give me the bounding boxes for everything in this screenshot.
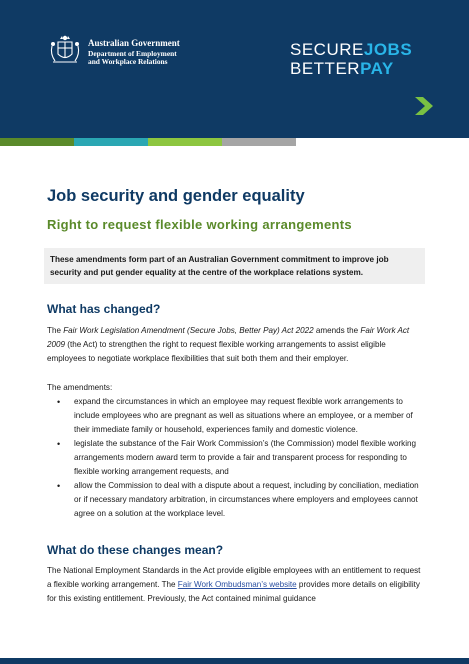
stripe-green <box>0 138 74 146</box>
paragraph-act-amendment <box>47 324 427 366</box>
stripe-lime <box>148 138 222 146</box>
amendments-intro: The amendments: <box>47 383 113 392</box>
p2-text-2: provides more details on eligibility for this existing entitlement. Previously, the Act contained minimal guidance <box>47 580 420 603</box>
p1-text-3: (the Act) to strengthen the right to request flexible working arrangements to assist eligible employees to negotiate workplace flexibilities that suit both them and their employer. <box>47 340 386 363</box>
fwa-title-italic: Fair Work Act 2009 <box>47 326 410 349</box>
page-subtitle: Right to request flexible working arrangements <box>47 217 352 232</box>
brand-secure: SECURE <box>290 40 364 59</box>
gov-line-3: and Workplace Relations <box>88 57 168 67</box>
p1-text-2: amends the <box>313 326 361 335</box>
act-title-italic: Fair Work Legislation Amendment (Secure Jobs, Better Pay) Act 2022 <box>63 326 314 335</box>
stripe-grey <box>222 138 296 146</box>
p2-text-1: The National Employment Standards in the Act provide eligible employees with an entitlement to request a flexible working arrangement. The <box>47 566 421 589</box>
stripe-teal <box>74 138 148 146</box>
section-heading-what-do-changes-mean: What do these changes mean? <box>47 543 224 557</box>
fair-work-ombudsman-link[interactable]: Fair Work Ombudsman’s website <box>177 580 297 589</box>
gov-line-2: Department of Employment <box>88 48 177 58</box>
paragraph-nes-entitlement <box>47 564 427 606</box>
brand-jobs: JOBS <box>363 40 413 59</box>
gov-line-1: Australian Government <box>88 38 180 48</box>
header-banner <box>0 0 469 138</box>
color-stripe-bar <box>0 138 296 146</box>
secure-jobs-better-pay-logo <box>290 40 412 78</box>
coat-of-arms-icon <box>48 34 82 66</box>
section-heading-what-has-changed: What has changed? <box>47 302 161 316</box>
footer-bar <box>0 658 469 664</box>
list-item: • allow the Commission to deal with a dispute about a request, including by conciliation, mediation or if necessary mandatory arbitration, in circumstances where employers and employees cannot agree on a solution at the workplace level. <box>57 479 427 521</box>
page-title: Job security and gender equality <box>47 187 305 205</box>
brand-pay: PAY <box>360 59 394 78</box>
amendments-list <box>57 395 427 521</box>
government-wordmark <box>88 39 180 67</box>
p1-text-1: The <box>47 326 64 335</box>
list-item: • legislate the substance of the Fair Work Commission’s (the Commission) model flexible working arrangements modern award term to provide a fair and transparent process for responding to flexible working arrangement requests, and <box>57 437 427 479</box>
brand-better: BETTER <box>290 59 361 78</box>
chevron-right-icon <box>412 95 436 117</box>
list-item: • expand the circumstances in which an employee may request flexible work arrangements to include employees who are pregnant as well as situations where an employee, or a member of their immediate family or household, experiences family and domestic violence. <box>57 395 427 437</box>
intro-callout: These amendments form part of an Australian Government commitment to improve job security and put gender equality at the centre of the workplace relations system. <box>44 248 425 284</box>
